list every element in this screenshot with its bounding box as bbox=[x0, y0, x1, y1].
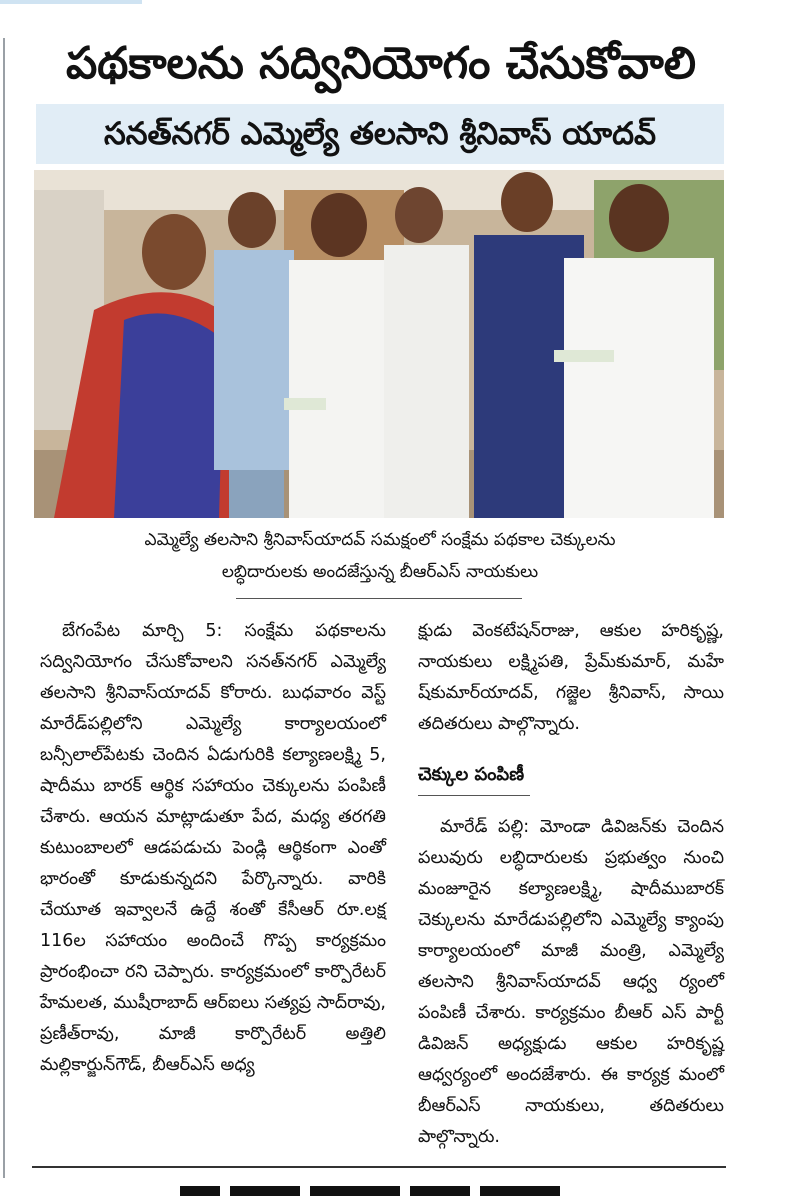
caption-divider bbox=[236, 598, 522, 599]
article-subheadline: సనత్‌నగర్ ఎమ్మెల్యే తలసాని శ్రీనివాస్ యాదవ్ bbox=[103, 116, 657, 152]
body-paragraph: బేగంపేట మార్చి 5: సంక్షేమ పథకాలను సద్వినియోగం చేసుకోవాలని సనత్‌నగర్ ఎమ్మెల్యే తలసాని శ్రీనివాస్‌యాదవ్ కోరారు. బుధవారం వెస్ట్ మారేడ్‌పల్లిలోని ఎమ్మెల్యే కార్యాలయంలో బన్సీలాల్‌పేటకు చెందిన ఏడుగురికి కల్యాణలక్ష్మి 5, షాదీము బారక్ ఆర్థిక సహాయం చెక్కులను పంపిణీ చేశారు. ఆయన మాట్లాడుతూ పేద, మధ్య తరగతి కుటుంబాలలో ఆడపడుచు పెండ్లి ఆర్థికంగా ఎంతో భారంతో కూడుకున్నదని పేర్కొన్నారు. వారికి చేయూత ఇవ్వాలనే ఉద్దే శంతో కేసీఆర్ రూ.లక్ష 116ల సహాయం అందించే గొప్ప కార్యక్రమం ప్రారంభించా రని చెప్పారు. కార్యక్రమంలో కార్పొరేటర్ హేమలత, ముషీరాబాద్ ఆర్ఐలు సత్యప్ర సాద్‌రావు, ప్రణీత్‌రావు, మాజీ కార్పొరేటర్ అత్తిలి మల్లికార్జున్‌గౌడ్, బీఆర్ఎస్ అధ్య bbox=[40, 621, 386, 1075]
photo-caption-line-2: లబ్ధిదారులకు అందజేస్తున్న బీఆర్ఎస్ నాయకులు bbox=[221, 562, 539, 582]
article-bottom-divider bbox=[32, 1166, 726, 1168]
article-body-right-column-2 bbox=[418, 812, 724, 1153]
photo-caption bbox=[80, 524, 680, 588]
next-article-headline-cropped bbox=[180, 1178, 580, 1196]
article-headline: పథకాలను సద్వినియోగం చేసుకోవాలి bbox=[66, 38, 696, 89]
photo-illustration bbox=[34, 170, 724, 518]
subheading-underline bbox=[418, 795, 530, 796]
body-paragraph-continued: క్షుడు వెంకటేషన్‌రాజు, ఆకుల హరికృష్ణ, నాయకులు లక్ష్మిపతి, ప్రేమ్‌కుమార్, మహే ష్‌కుమార్‌యాదవ్, గజ్జెల శ్రీనివాస్, సాయి తదితరులు పాల్గొన్నారు. bbox=[418, 621, 724, 734]
section-subheading: చెక్కుల పంపిణీ bbox=[418, 764, 525, 785]
page-tab-marker bbox=[0, 0, 142, 4]
news-photo bbox=[34, 170, 724, 518]
body-paragraph-2: మారేడ్ పల్లి: మోండా డివిజన్‌కు చెందిన పలువురు లబ్ధిదారులకు ప్రభుత్వం నుంచి మంజూరైన కల్యాణలక్ష్మి, షాదీముబారక్ చెక్కులను మారేడుపల్లిలోని ఎమ్మెల్యే క్యాంపు కార్యాలయంలో మాజీ మంత్రి, ఎమ్మెల్యే తలసాని శ్రీనివాస్‌యాదవ్ ఆధ్వ ర్యంలో పంపిణీ చేశారు. కార్యక్రమం బీఆర్ ఎస్ పార్టీ డివిజన్ అధ్యక్షుడు ఆకుల హరికృష్ణ ఆధ్వర్యంలో అందజేశారు. ఈ కార్యక్ర మంలో బీఆర్ఎస్ నాయకులు, తదితరులు పాల్గొన్నారు. bbox=[418, 817, 724, 1147]
column-divider-left bbox=[3, 38, 5, 1178]
photo-caption-line-1: ఎమ్మెల్యే తలసాని శ్రీనివాస్‌యాదవ్ సమక్షంలో సంక్షేమ పథకాల చెక్కులను bbox=[144, 530, 616, 550]
article-body-right-column bbox=[418, 616, 724, 740]
article-body-left-column bbox=[40, 616, 386, 1081]
